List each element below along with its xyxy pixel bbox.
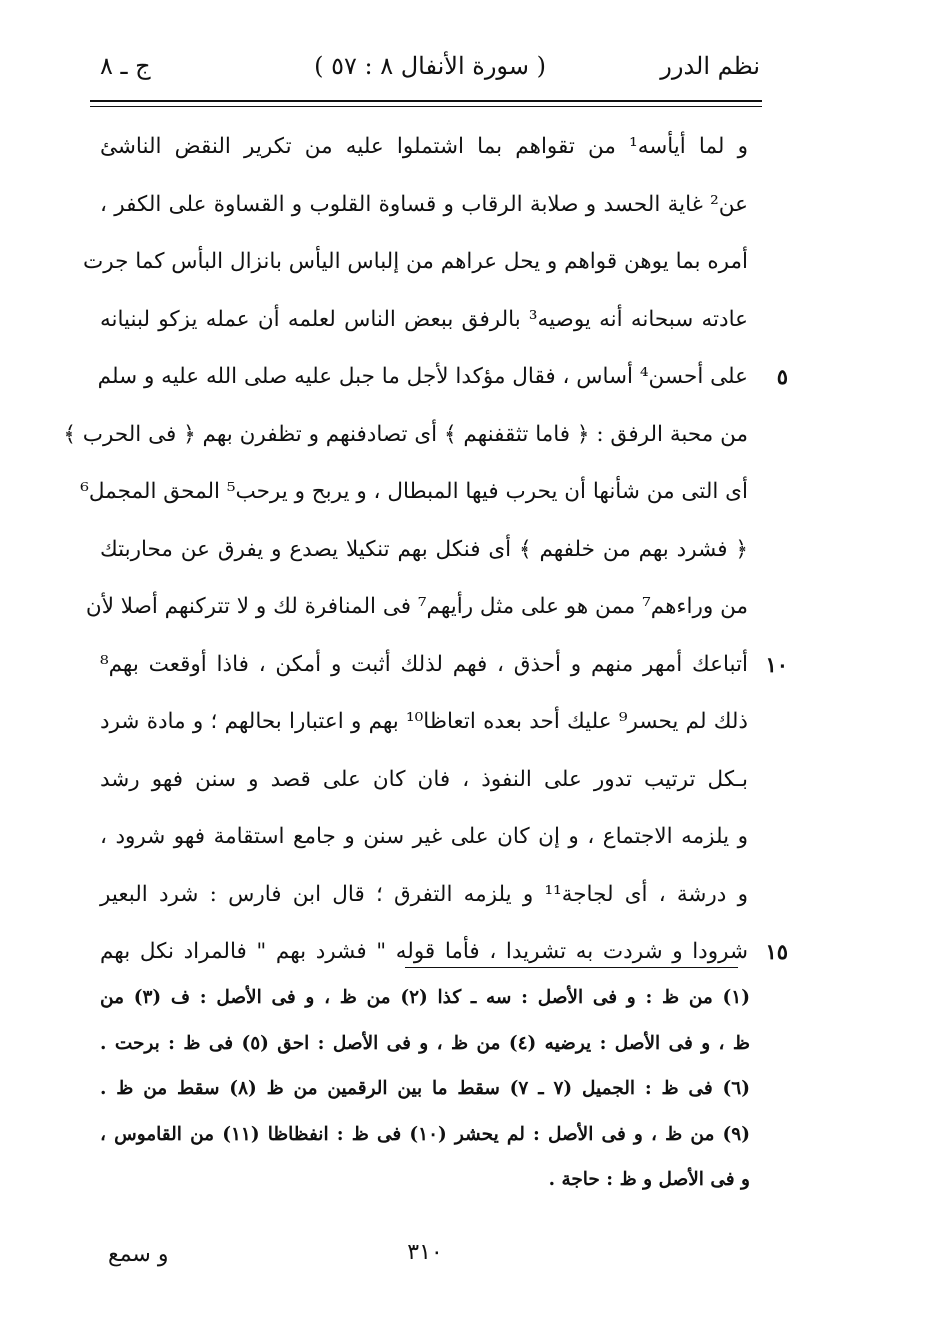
line-text: شرودا و شردت به تشريدا ، فأما قوله " فشرد بهم " فالمراد نكل بهم (100, 939, 748, 964)
line-number: ١٠ (765, 651, 788, 677)
text-line (85, 578, 748, 636)
text-line (100, 923, 788, 981)
surah-reference: ( سورة الأنفال ٨ : ٥٧ ) (314, 52, 546, 80)
header-rule (90, 100, 762, 107)
line-text: بـكل ترتيب تدور على النفوذ ، فان كان على قصد و سنن فهو رشد (100, 766, 748, 792)
line-text: أى التى من شأنها أن يحرب فيها المبطال ، و يربح و يرحب⁵ المحق المجمل⁶ (80, 479, 748, 504)
line-text: عن² غاية الحسد و صلابة الرقاب و قساوة القلوب و القساوة على الكفر ، (100, 191, 748, 217)
footnote-line: ظ ، و فى الأصل : يرضيه (٤) من ظ ، و فى الأصل : احق (٥) فى ظ : برحت . (100, 1032, 750, 1054)
text-line (63, 406, 748, 464)
text-line (100, 808, 748, 866)
text-line (100, 693, 748, 751)
book-title: نظم الدرر (660, 52, 760, 80)
line-text: أتباعك أمهر منهم و أحذق ، فهم لذلك أثبت و أمكن ، فاذا أوقعت بهم⁸ (100, 651, 748, 677)
line-text: أمره بما يوهن قواهم و يحل عراهم من إلباس اليأس بانزال البأس كما جرت (83, 249, 748, 274)
text-line (100, 636, 788, 694)
text-line (100, 751, 748, 809)
volume-number: ج ـ ٨ (100, 52, 151, 80)
footnote-divider (405, 967, 738, 968)
line-number: ٥ (776, 364, 788, 389)
footnote-line: (٩) من ظ ، و فى الأصل : لم يحشر (١٠) فى ظ : انفظاظا (١١) من القاموس ، (100, 1123, 750, 1145)
text-line (80, 463, 748, 521)
footnote-line: (٦) فى ظ : الجميل (٧ ـ ٧) سقط ما بين الرقمين من ظ (٨) سقط من ظ . (100, 1078, 750, 1099)
text-line (100, 866, 748, 924)
text-line (100, 521, 748, 579)
text-line (83, 233, 748, 291)
text-line (100, 291, 748, 349)
line-text: ذلك لم يحسر⁹ عليك أحد بعده اتعاظا¹⁰ بهم و اعتبارا بحالهم ؛ و مادة شرد (100, 709, 748, 734)
footnote-line: (١) من ظ : و فى الأصل : سه ـ كذا (٢) من ظ ، و فى الأصل : ف (٣) من (100, 987, 750, 1008)
line-text: من محبة الرفق : ﴿ فاما تثقفنهم ﴾ أى تصادفنهم و تظفرن بهم ﴿ فى الحرب ﴾ (63, 421, 748, 447)
main-text (63, 118, 788, 981)
line-text: و لما أيأسه¹ من تقواهم بما اشتملوا عليه من تكرير النقض الناشئ (100, 134, 748, 159)
footnote-line: و فى الأصل و ظ : حاجة . (548, 1169, 750, 1190)
line-text: و يلزمه الاجتماع ، و إن كان على غير سنن و جامع استقامة فهو شرود ، (100, 824, 748, 849)
line-text: عادته سبحانه أنه يوصيه³ بالرفق ببعض الناس لعلمه أن عمله يزكو لبنيانه (100, 306, 748, 332)
line-text: على أحسن⁴ أساس ، فقال مؤكدا لأجل ما جبل عليه صلى الله عليه و سلم (97, 364, 748, 389)
text-line (97, 348, 788, 406)
line-text: ﴿ فشرد بهم من خلفهم ﴾ أى فنكل بهم تنكيلا يصدع و يفرق عن محاربتك (100, 536, 748, 562)
text-line (100, 118, 748, 176)
footnotes (100, 975, 750, 1203)
text-line (100, 176, 748, 234)
running-header (90, 52, 760, 92)
line-text: من وراءهم⁷ ممن هو على مثل رأيهم⁷ فى المنافرة لك و لا تتركنهم أصلا لأن (85, 594, 748, 619)
catchword: و سمع (108, 1242, 169, 1267)
page-number: ٣١٠ (407, 1240, 443, 1265)
line-number: ١٥ (765, 939, 788, 964)
line-text: و درشة ، أى لجاجة¹¹ و يلزمه التفرق ؛ قال ابن فارس : شرد البعير (100, 881, 748, 907)
